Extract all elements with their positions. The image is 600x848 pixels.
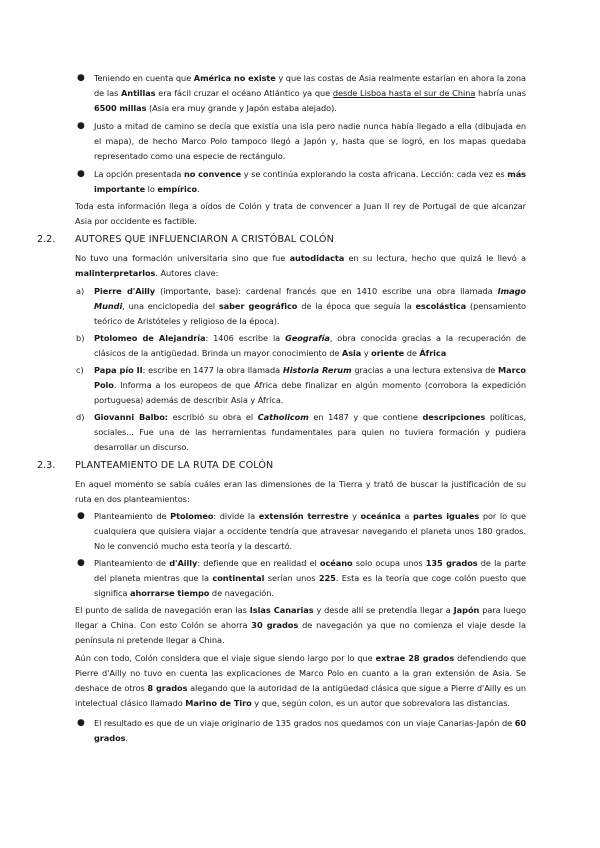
bullet-isla: Justo a mitad de camino se decía que existía una isla pero nadie nunca había llegado a ella (dibujada en el mapa), de hecho Marco Polo tampoco llegó a Japón y, hasta que se logró, en los mapas quedaba representado como una especie de rectángulo.	[94, 121, 526, 162]
list-label: a)	[76, 286, 85, 296]
paragraph-juan-ii: Toda esta información llega a oídos de Colón y trata de convencer a Juan II rey de Portugal de que alcanzar Asia por occidente es factible.	[75, 201, 526, 227]
bullet-america: Teniendo en cuenta que América no existe y que las costas de Asia realmente estarían en ahora la zona de las Antillas era fácil cruzar el océano Atlántico ya que desde Lisboa hasta el sur de China habría unas 6500 millas (Asia era muy grande y Japón estaba alejado).	[94, 73, 526, 114]
list-item-ailly: Pierre d'Ailly (importante, base): cardenal francés que en 1410 escribe una obra llamada Imago Mundi, una enciclopedia del saber geográfico de la época que seguía la escolástica (pensamiento teórico de Aristóteles y religioso de la época).	[94, 286, 526, 327]
bullet-dot: ●	[77, 558, 85, 568]
bullet-dot: ●	[77, 511, 85, 521]
paragraph-ruta-intro: En aquel momento se sabía cuáles eran las dimensiones de la Tierra y trató de buscar la justificación de su ruta en dos planteamientos:	[75, 479, 526, 505]
bullet-resultado: El resultado es que de un viaje originario de 135 grados nos quedamos con un viaje Canarias-Japón de 60 grados.	[94, 718, 526, 744]
bullet-opcion: La opción presentada no convence y se continúa explorando la costa africana. Lección: cada vez es más importante lo empírico.	[94, 169, 526, 195]
bullet-dot: ●	[77, 169, 85, 179]
list-label: d)	[76, 412, 85, 422]
paragraph-aun-con-todo: Aún con todo, Colón considera que el viaje sigue siendo largo por lo que extrae 28 grados defendiendo que Pierre d'Ailly no tuvo en cuenta las explicaciones de Marco Polo en cuanto a la gran extensión de Asia. Se deshace de otros 8 grados alegando que la autoridad de la antigüedad clásica que sigue a Pierre d'Ailly es un intelectual clásico llamado Marino de Tiro y que, según colon, es un autor que sobrevalora las distancias.	[75, 653, 527, 709]
list-label: b)	[76, 333, 85, 343]
paragraph-autores-intro: No tuvo una formación universitaria sino que fue autodidacta en su lectura, hecho que quizá le llevó a malinterpretarlos. Autores clave:	[75, 253, 526, 279]
section-heading: AUTORES QUE INFLUENCIARON A CRISTÓBAL COLÓN	[75, 234, 334, 245]
list-item-ptolomeo: Ptolomeo de Alejandría: 1406 escribe la Geografía, obra conocida gracias a la recuperación de clásicos de la antigüedad. Brinda un mayor conocimiento de Asia y oriente de África	[94, 333, 526, 359]
list-item-pio-ii: Papa pío II: escribe en 1477 la obra llamada Historia Rerum gracias a una lectura extensiva de Marco Polo. Informa a los europeos de que África debe finalizar en algún momento (corrobora la expedición portuguesa) además de describir Asia y África.	[94, 365, 526, 406]
section-number: 2.2.	[37, 234, 56, 245]
bullet-ptolomeo: Planteamiento de Ptolomeo: divide la extensión terrestre y oceánica a partes iguales por lo que cualquiera que quisiera viajar a occidente tendría que atravesar navegando el planeta unos 180 grados. No le convenció mucho esta teoría y la descartó.	[94, 511, 526, 552]
section-heading: PLANTEAMIENTO DE LA RUTA DE COLÓN	[75, 460, 274, 471]
list-label: c)	[76, 365, 84, 375]
bullet-dot: ●	[77, 718, 85, 728]
list-item-balbo: Giovanni Balbo: escribió su obra el Catholicom en 1487 y que contiene descripciones políticas, sociales... Fue una de las herramientas fundamentales para quien no tuviera formación y pudiera desarrollar un discurso.	[94, 412, 526, 453]
bullet-dot: ●	[77, 73, 85, 83]
bullet-dot: ●	[77, 121, 85, 131]
bullet-ailly: Planteamiento de d'Ailly: defiende que en realidad el océano solo ocupa unos 135 grados de la parte del planeta mientras que la continental serían unos 225. Esta es la teoría que coge colón puesto que significa ahorrarse tiempo de navegación.	[94, 558, 527, 599]
section-number: 2.3.	[37, 460, 56, 471]
paragraph-punto-salida: El punto de salida de navegación eran las Islas Canarias y desde allí se pretendía llegar a Japón para luego llegar a China. Con esto Colón se ahorra 30 grados de navegación ya que no comienza el viaje desde la península ni pretende llegar a China.	[75, 605, 526, 646]
